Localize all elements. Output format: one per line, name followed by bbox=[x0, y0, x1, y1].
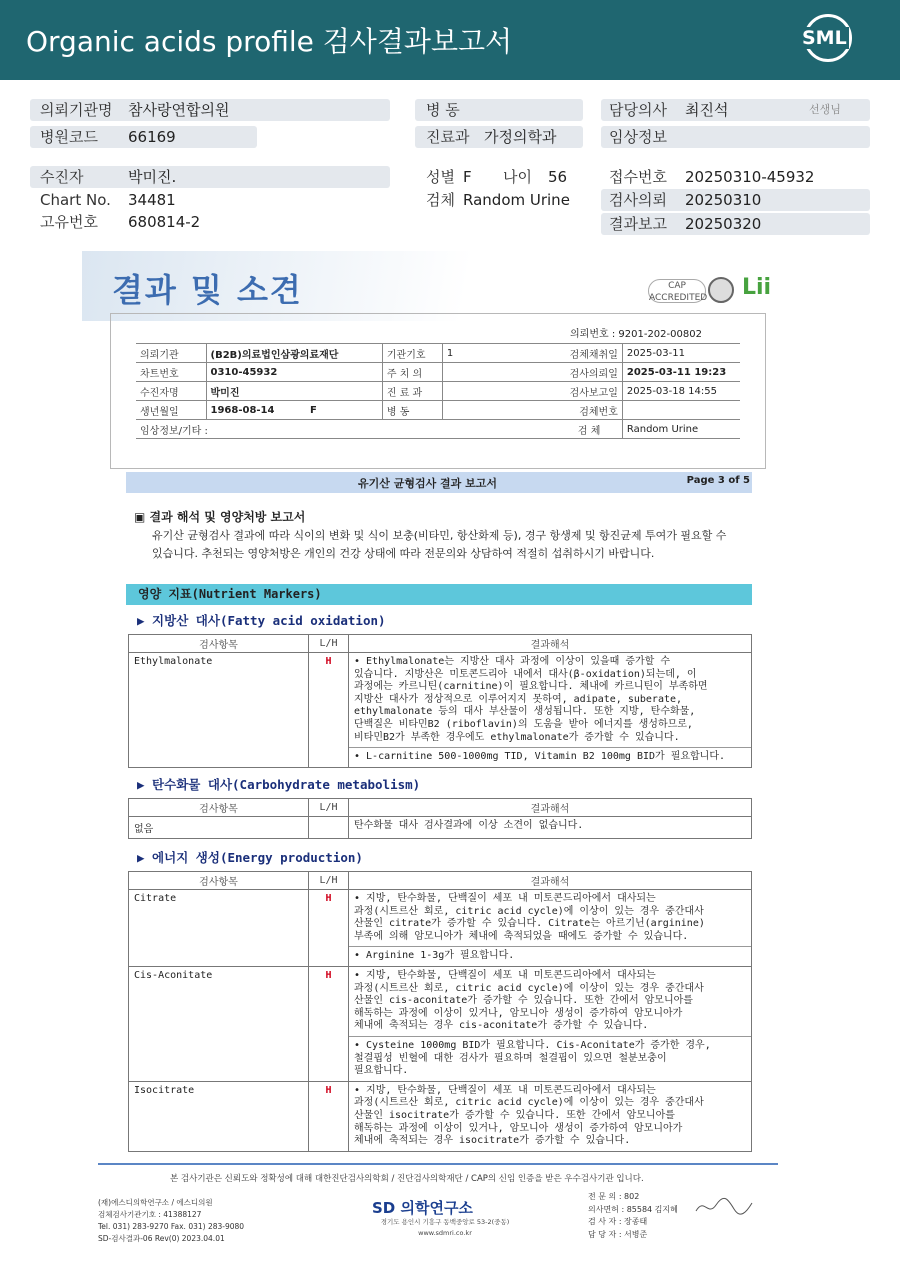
info-key: 생년월일 bbox=[136, 401, 206, 420]
interpretation: • 지방, 탄수화물, 단백질이 세포 내 미토콘드리아에서 대사되는 과정(시트르산 회로, citric acid cycle)에 이상이 있는 경우 중간대사 산물인 cis-aconitate가 증가할 수 있습니다. 또한 간에서 암모니아를 해독하는 과정에 이상이 있거나, 암모니아 생성이 증가하여 암모니아가 체내에 축적되는 경우 cis-aconitate가 증가할 수 있습니다. bbox=[349, 966, 752, 1036]
section-title: ▣ 결과 해석 및 영양처방 보고서 bbox=[134, 510, 306, 524]
doctor-field bbox=[601, 99, 870, 121]
chart-field bbox=[30, 189, 390, 211]
lh-flag: H bbox=[309, 653, 349, 768]
info-key: 병 동 bbox=[382, 401, 442, 420]
info-value: 2025-03-18 14:55 bbox=[622, 382, 740, 401]
name-value: 박미진. bbox=[128, 168, 177, 186]
address-line: 경기도 용인시 기흥구 동백중앙로 53-2(중동) bbox=[380, 1218, 510, 1226]
info-key: 의뢰기관 bbox=[136, 344, 206, 363]
footer-line: 의사면허 : 85584 김지혜 bbox=[588, 1204, 678, 1214]
page-title: Organic acids profile 검사결과보고서 bbox=[26, 25, 513, 58]
info-key: 차트번호 bbox=[136, 363, 206, 382]
report-bar-title: 유기산 균형검사 결과 보고서 bbox=[358, 477, 497, 490]
item-name: Isocitrate bbox=[129, 1081, 309, 1151]
hospital-code-field bbox=[30, 126, 257, 148]
doctor-value: 최진석 bbox=[685, 101, 729, 119]
col-lh: L/H bbox=[309, 799, 349, 817]
doctor-label: 담당의사 bbox=[609, 101, 667, 119]
col-item: 검사항목 bbox=[129, 872, 309, 890]
seal-icon bbox=[708, 277, 734, 303]
item-name: 없음 bbox=[129, 817, 309, 839]
info-value bbox=[442, 382, 556, 401]
col-item: 검사항목 bbox=[129, 799, 309, 817]
prescription: • Arginine 1-3g가 필요합니다. bbox=[349, 947, 752, 967]
info-key: 임상정보/기타 : bbox=[136, 420, 556, 439]
footer-divider bbox=[98, 1163, 778, 1165]
col-interp: 결과해석 bbox=[349, 872, 752, 890]
info-value bbox=[442, 363, 556, 382]
carb-title: ▶ 탄수화물 대사(Carbohydrate metabolism) bbox=[137, 777, 421, 792]
page-number: Page 3 of 5 bbox=[686, 475, 750, 486]
fatty-acid-table bbox=[128, 634, 752, 768]
footer-line: 전 문 의 : 802 bbox=[588, 1192, 640, 1201]
report-bar bbox=[126, 472, 752, 493]
col-lh: L/H bbox=[309, 872, 349, 890]
ward-field bbox=[415, 99, 583, 121]
footer-line: 검체검사기관기호 : 41388127 bbox=[98, 1210, 202, 1219]
interpretation: • 지방, 탄수화물, 단백질이 세포 내 미토콘드리아에서 대사되는 과정(시트르산 회로, citric acid cycle)에 이상이 있는 경우 중간대사 산물인 isocitrate가 증가할 수 있습니다. 또한 간에서 암모니아를 해독하는 과정에 이상이 있거나, 암모니아 생성이 증가하여 암모니아가 체내에 축적되는 경우 isocitrate가 증가할 수 있습니다. bbox=[349, 1081, 752, 1151]
footer-signatories bbox=[588, 1191, 678, 1241]
footer-lab-info bbox=[98, 1197, 244, 1245]
ward-label: 병 동 bbox=[426, 101, 460, 119]
prescription: • L-carnitine 500-1000mg TID, Vitamin B2 100mg BID가 필요합니다. bbox=[349, 748, 752, 768]
receipt-field bbox=[601, 166, 870, 188]
header-bar bbox=[0, 0, 900, 80]
col-item: 검사항목 bbox=[129, 635, 309, 653]
info-key: 검 체 bbox=[556, 420, 622, 439]
report-date-label: 결과보고 bbox=[609, 215, 667, 233]
cap-logo: CAP ACCREDITED bbox=[649, 281, 708, 303]
report-date-value: 20250320 bbox=[685, 215, 762, 233]
info-key: 검체채취일 bbox=[556, 344, 622, 363]
clinical-field bbox=[601, 126, 870, 148]
footer-line: SD-검사결과-06 Rev(0) 2023.04.01 bbox=[98, 1234, 225, 1243]
footer-line: 검 사 자 : 장종태 bbox=[588, 1217, 648, 1226]
item-name: Cis-Aconitate bbox=[129, 966, 309, 1081]
info-key: 검사의뢰일 bbox=[556, 363, 622, 382]
sd-logo: SD 의학연구소 bbox=[372, 1199, 473, 1217]
col-interp: 결과해석 bbox=[349, 799, 752, 817]
footer-line: 담 당 자 : 서병준 bbox=[588, 1229, 648, 1239]
specimen-label: 검체 bbox=[426, 191, 455, 209]
receipt-value: 20250310-45932 bbox=[685, 168, 815, 186]
info-value: (B2B)의료법인삼광의료재단 bbox=[206, 344, 382, 363]
info-value: Random Urine bbox=[622, 420, 740, 439]
name-label: 수진자 bbox=[40, 168, 84, 186]
lii-logo: Lii bbox=[742, 275, 772, 300]
report-title: 결과 및 소견 bbox=[112, 271, 303, 309]
sex-age-field bbox=[415, 166, 595, 188]
info-value: 박미진 bbox=[206, 382, 382, 401]
chart-value: 34481 bbox=[128, 191, 176, 209]
chart-label: Chart No. bbox=[40, 191, 111, 209]
interpretation: 탄수화물 대사 검사결과에 이상 소견이 없습니다. bbox=[349, 817, 752, 839]
request-number-label: 의뢰번호 : bbox=[570, 329, 616, 340]
scanned-report bbox=[82, 251, 782, 1251]
nutrient-marker-bar: 영양 지표(Nutrient Markers) bbox=[126, 584, 752, 605]
uid-label: 고유번호 bbox=[40, 213, 98, 231]
interpretation: • Ethylmalonate는 지방산 대사 과정에 이상이 있을때 증가할 수 있습니다. 지방산은 미토콘드리아 내에서 대사(β-oxidation)되는데, 이 과정에는 카르니틴(carnitine)이 필요합니다. 체내에 카르니틴이 부족하면 지방산 대사가 정상적으로 이루어지지 못하여, adipate, suberate, ethylmalonate 등의 대사 부산물이 생성됩니다. 또한 지방, 탄수화물, 단백질은 비타민B2 (riboflavin)의 도움을 받아 에너지를 생성하므로, 비타민B2가 부족한 경우에도 ethylmalonate가 증가할 수 있습니다. bbox=[349, 653, 752, 748]
lh-flag: H bbox=[309, 1081, 349, 1151]
energy-table bbox=[128, 871, 752, 1152]
footer-line: (재)에스디의학연구소 / 에스디의원 bbox=[98, 1198, 213, 1207]
item-name: Citrate bbox=[129, 890, 309, 967]
institution-label: 의뢰기관명 bbox=[40, 101, 113, 119]
age-label: 나이 bbox=[503, 168, 532, 186]
info-value: 2025-03-11 bbox=[622, 344, 740, 363]
info-value: F bbox=[306, 401, 382, 420]
info-value bbox=[622, 401, 740, 420]
specimen-value: Random Urine bbox=[463, 191, 570, 209]
request-field bbox=[601, 189, 870, 211]
sex-value: F bbox=[463, 168, 472, 186]
info-key: 주 치 의 bbox=[382, 363, 442, 382]
clinical-label: 임상정보 bbox=[609, 128, 667, 146]
info-key: 진 료 과 bbox=[382, 382, 442, 401]
prescription: • Cysteine 1000mg BID가 필요합니다. Cis-Aconitate가 증가한 경우, 철결핍성 빈혈에 대한 검사가 필요하며 철결핍이 있으면 철분보충이 필요합니다. bbox=[349, 1036, 752, 1081]
sd-address bbox=[370, 1217, 520, 1239]
sml-logo: SML bbox=[802, 27, 847, 49]
footer-cert: 본 검사기관은 신뢰도와 정확성에 대해 대한진단검사의학회 / 진단검사의학재단 / CAP의 신임 인증을 받은 우수검사기관 입니다. bbox=[170, 1174, 644, 1184]
website: www.sdmri.co.kr bbox=[418, 1229, 472, 1237]
signature-icon bbox=[694, 1193, 754, 1219]
interpretation: • 지방, 탄수화물, 단백질이 세포 내 미토콘드리아에서 대사되는 과정(시트르산 회로, citric acid cycle)에 이상이 있는 경우 중간대사 산물인 citrate가 증가할 수 있습니다. Citrate는 아르기닌(arginine) 부족에 의해 암모니아가 체내에 축적되었을 때에도 증가할 수 있습니다. bbox=[349, 890, 752, 947]
department-label: 진료과 bbox=[426, 128, 470, 146]
receipt-label: 접수번호 bbox=[609, 168, 667, 186]
energy-title: ▶ 에너지 생성(Energy production) bbox=[137, 850, 363, 865]
doctor-suffix: 선생님 bbox=[809, 103, 841, 116]
report-info-table bbox=[136, 343, 740, 439]
lh-flag: H bbox=[309, 966, 349, 1081]
fatty-acid-title: ▶ 지방산 대사(Fatty acid oxidation) bbox=[137, 613, 386, 628]
info-key: 검체번호 bbox=[556, 401, 622, 420]
uid-field bbox=[30, 211, 390, 233]
info-key: 기관기호 bbox=[382, 344, 442, 363]
department-value: 가정의학과 bbox=[484, 128, 557, 146]
institution-value: 참사랑연합의원 bbox=[128, 101, 230, 119]
request-value: 20250310 bbox=[685, 191, 762, 209]
info-value bbox=[442, 401, 556, 420]
info-key: 수진자명 bbox=[136, 382, 206, 401]
sex-label: 성별 bbox=[426, 168, 455, 186]
lh-flag: H bbox=[309, 890, 349, 967]
col-lh: L/H bbox=[309, 635, 349, 653]
info-value: 1968-08-14 bbox=[206, 401, 306, 420]
footer-line: Tel. 031) 283-9270 Fax. 031) 283-9080 bbox=[98, 1222, 245, 1231]
hospital-code-value: 66169 bbox=[128, 128, 176, 146]
department-field bbox=[415, 126, 583, 148]
specimen-field bbox=[415, 189, 595, 211]
carb-table bbox=[128, 798, 752, 839]
institution-field bbox=[30, 99, 390, 121]
hospital-code-label: 병원코드 bbox=[40, 128, 98, 146]
uid-value: 680814-2 bbox=[128, 213, 201, 231]
info-key: 검사보고일 bbox=[556, 382, 622, 401]
info-value: 1 bbox=[442, 344, 556, 363]
name-field bbox=[30, 166, 390, 188]
lh-flag bbox=[309, 817, 349, 839]
info-value: 2025-03-11 19:23 bbox=[622, 363, 740, 382]
item-name: Ethylmalonate bbox=[129, 653, 309, 768]
info-value: 0310-45932 bbox=[206, 363, 382, 382]
request-number bbox=[570, 325, 702, 340]
intro-text: 유기산 균형검사 결과에 따라 식이의 변화 및 식이 보충(비타민, 항산화제 등), 경구 항생제 및 항진균제 투여가 필요할 수 있습니다. 추천되는 영양처방은 개인의 건강 상태에 따라 전문의와 상담하여 적절히 섭취하시기 바랍니다. bbox=[152, 529, 727, 560]
request-number-value: 9201-202-00802 bbox=[618, 329, 702, 340]
report-date-field bbox=[601, 213, 870, 235]
age-value: 56 bbox=[548, 168, 568, 186]
request-label: 검사의뢰 bbox=[609, 191, 667, 209]
col-interp: 결과해석 bbox=[349, 635, 752, 653]
